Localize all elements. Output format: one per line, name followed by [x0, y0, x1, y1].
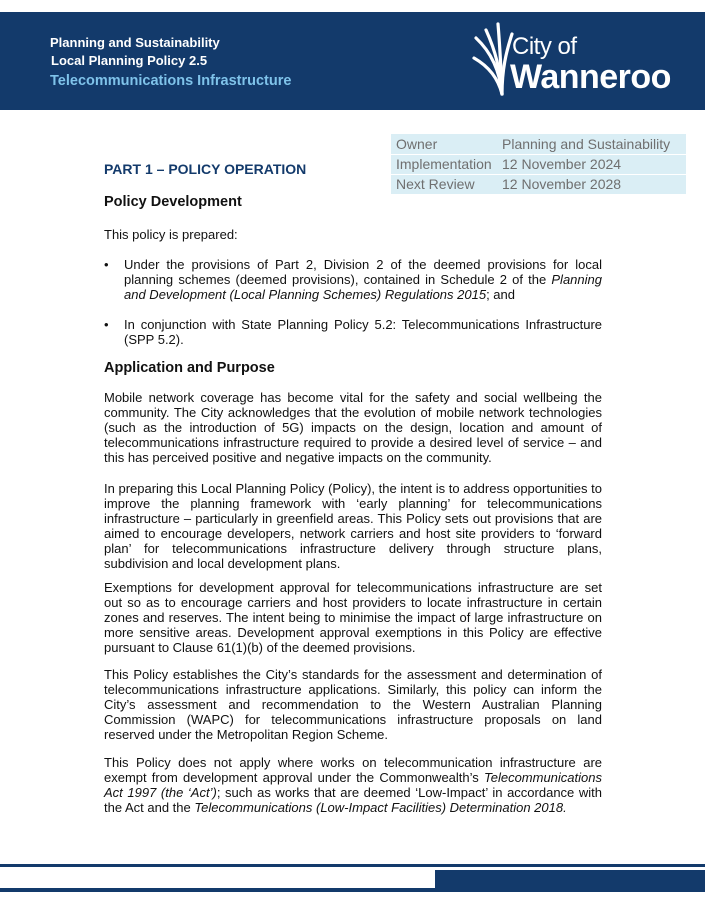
policy-basis-list — [104, 257, 602, 347]
policy-info-table — [391, 134, 686, 195]
list-item: • In conjunction with State Planning Policy 5.2: Telecommunications Infrastructure (SPP 5.2). — [104, 317, 602, 347]
info-row-next-review — [391, 174, 686, 194]
info-label: Next Review — [391, 174, 497, 194]
footer-bar — [435, 870, 705, 892]
part-title: PART 1 – POLICY OPERATION — [104, 161, 307, 177]
header-titles — [50, 34, 291, 91]
info-row-owner — [391, 134, 686, 154]
paragraph: Exemptions for development approval for telecommunications infrastructure are set out so as to encourage carriers and host providers to locate infrastructure in certain zones and reserves. The intent being to minimise the impact of large infrastructure on more sensitive areas. Development approval exemptions in this Policy are effective pursuant to Clause 61(1)(b) of the deemed provisions. — [104, 580, 602, 655]
info-value: Planning and Sustainability — [497, 134, 686, 154]
info-label: Implementation — [391, 154, 497, 174]
paragraph: In preparing this Local Planning Policy (Policy), the intent is to address opportunities to improve the planning framework with ‘early planning’ for telecommunications infrastructure – particularly in greenfield areas. This Policy sets out provisions that are aimed to encourage developers, network carriers and host site providers to ‘forward plan’ for telecommunications infrastructure delivery through structure plans, subdivision and local development plans. — [104, 481, 602, 571]
list-item: • Under the provisions of Part 2, Division 2 of the deemed provisions for local planning schemes (deemed provisions), contained in Schedule 2 of the Planning and Development (Local Planning Schemes) Regulations 2015; and — [104, 257, 602, 302]
info-value: 12 November 2028 — [497, 174, 686, 194]
policy-intro: This policy is prepared: — [104, 227, 238, 242]
logo-text-small: City of — [512, 33, 577, 60]
city-of-wanneroo-logo — [470, 18, 675, 100]
footer-strip — [0, 888, 435, 892]
info-row-implementation — [391, 154, 686, 174]
page-header — [0, 12, 705, 110]
paragraph: This Policy establishes the City’s standards for the assessment and determination of telecommunications infrastructure applications. Similarly, this policy can inform the City’s assessment and recommendation to the Western Australian Planning Commission (WAPC) for telecommunications infrastructure proposals on land reserved under the Metropolitan Region Scheme. — [104, 667, 602, 742]
info-label: Owner — [391, 134, 497, 154]
policy-development-heading: Policy Development — [104, 194, 242, 210]
paragraph: Mobile network coverage has become vital for the safety and social wellbeing the community. The City acknowledges that the evolution of mobile network technologies (such as the introduction of 5G) impacts on the design, location and amount of telecommunications infrastructure required to provide a desired level of service – and this has perceived positive and negative impacts on the community. — [104, 390, 602, 465]
paragraph: This Policy does not apply where works on telecommunication infrastructure are exempt from development approval under the Commonwealth’s Telecommunications Act 1997 (the ‘Act’); such as works that are deemed ‘Low-Impact’ in accordance with the Act and the Telecommunications (Low-Impact Facilities) Determination 2018. — [104, 755, 603, 815]
info-value: 12 November 2024 — [497, 154, 686, 174]
logo-text-big: Wanneroo — [510, 58, 671, 96]
application-heading: Application and Purpose — [104, 360, 275, 376]
policy-number: Local Planning Policy 2.5 — [51, 53, 208, 68]
footer-divider — [0, 864, 705, 867]
department-name: Planning and Sustainability — [50, 35, 220, 50]
policy-title: Telecommunications Infrastructure — [50, 73, 292, 89]
